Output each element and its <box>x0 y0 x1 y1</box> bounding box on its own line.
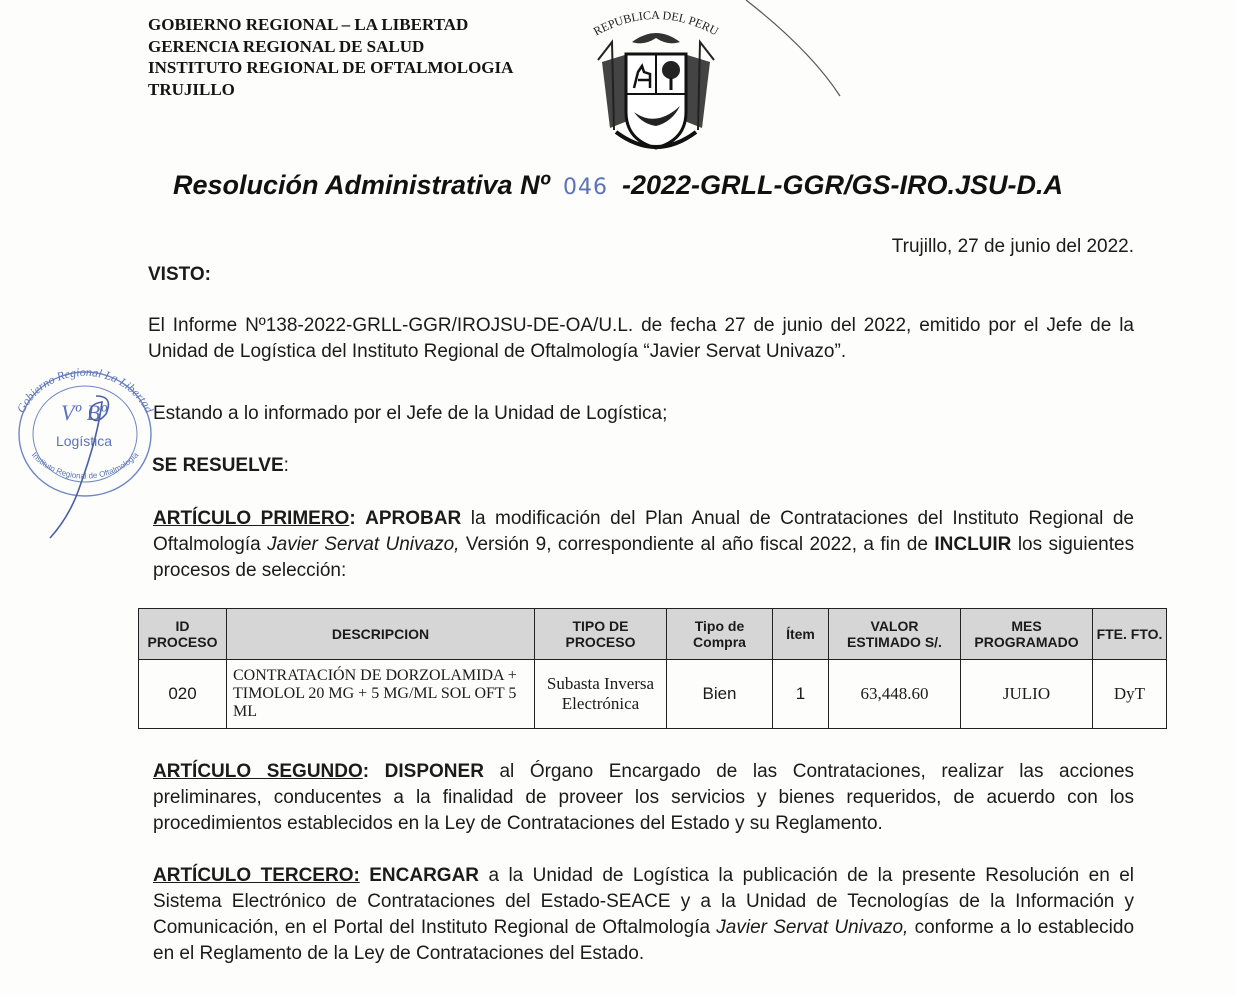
logistica-seal-icon <box>10 356 160 546</box>
articulo-tercero-text1: a la Unidad de Logística la publicación de la presente Resolución en el Sistema Electrónico de Contrataciones del Estado-SEACE y a la Unidad de Tecnologías de la Información y Comunicación, en el Portal del Instituto Regional de Oftalmología <box>153 865 1135 938</box>
header-mes: MES PROGRAMADO <box>961 609 1093 660</box>
articulo-primero-verb: APROBAR <box>365 508 462 529</box>
articulo-segundo <box>153 759 1134 837</box>
letterhead-line: INSTITUTO REGIONAL DE OFTALMOLOGIA <box>148 58 514 77</box>
header-id: ID PROCESO <box>139 609 227 660</box>
cell-fte: DyT <box>1093 660 1167 729</box>
title-suffix: -2022-GRLL-GGR/GS-IRO.JSU-D.A <box>621 170 1063 200</box>
visto-paragraph: El Informe Nº138-2022-GRLL-GGR/IROJSU-DE-OA/U.L. de fecha 27 de junio del 2022, emitido por el Jefe de la Unidad de Logística del Instituto Regional de Oftalmología “Javier Servat Univazo”. <box>148 315 1134 362</box>
cell-tipo-compra: Bien <box>667 660 773 729</box>
articulo-primero-colon: : <box>349 508 356 529</box>
header-fte: FTE. FTO. <box>1093 609 1167 660</box>
se-resuelve-heading <box>152 455 289 477</box>
articulo-primero-name: Javier Servat Univazo, <box>267 534 460 555</box>
document-date: Trujillo, 27 de junio del 2022. <box>891 236 1134 257</box>
svg-text:Vº Bº: Vº Bº <box>60 400 108 425</box>
articulo-tercero-verb: ENCARGAR <box>369 865 480 886</box>
articulo-tercero-text2: conforme a lo establecido en el Reglamento de la Ley de Contrataciones del Estado. <box>153 917 1135 964</box>
letterhead <box>148 14 513 100</box>
resolution-title <box>0 170 1236 201</box>
articulo-tercero <box>153 863 1134 967</box>
cell-item: 1 <box>773 660 829 729</box>
cell-tipo-proceso: Subasta Inversa Electrónica <box>535 660 667 729</box>
coat-of-arms-text: REPUBLICA DEL PERU <box>591 7 721 39</box>
articulo-tercero-label: ARTÍCULO TERCERO: <box>153 865 360 886</box>
resolution-number: 046 <box>562 175 608 200</box>
articulo-segundo-label: ARTÍCULO SEGUNDO <box>153 761 363 782</box>
stamp-edge <box>700 0 850 100</box>
se-resuelve-colon: : <box>283 455 289 476</box>
svg-text:Instituto Regional de Oftalmol: Instituto Regional de Oftalmología <box>29 450 141 481</box>
header-descripcion: DESCRIPCION <box>227 609 535 660</box>
articulo-primero-label: ARTÍCULO PRIMERO <box>153 508 350 529</box>
cell-descripcion: CONTRATACIÓN DE DORZOLAMIDA + TIMOLOL 20 MG + 5 MG/ML SOL OFT 5 ML <box>227 660 535 729</box>
header-valor: VALOR ESTIMADO S/. <box>829 609 961 660</box>
visto-heading: VISTO: <box>148 264 211 285</box>
svg-text:Logística: Logística <box>55 433 113 449</box>
considerando-paragraph: Estando a lo informado por el Jefe de la Unidad de Logística; <box>153 403 668 424</box>
articulo-segundo-text: al Órgano Encargado de las Contrataciones, realizar las acciones preliminares, conducentes a la finalidad de proveer los servicios y bienes requeridos, de acuerdo con los procedimientos establecidos en la Ley de Contrataciones del Estado y su Reglamento. <box>153 761 1135 834</box>
articulo-primero <box>153 506 1134 584</box>
articulo-segundo-verb: DISPONER <box>384 761 484 782</box>
se-resuelve-label: SE RESUELVE <box>152 455 284 476</box>
articulo-primero-text3: los siguientes procesos de selección: <box>153 534 1135 581</box>
letterhead-line: GOBIERNO REGIONAL – LA LIBERTAD <box>148 15 469 34</box>
letterhead-line: GERENCIA REGIONAL DE SALUD <box>148 36 425 56</box>
cell-id: 020 <box>139 660 227 729</box>
svg-text:Gobierno Regional La Libertad: Gobierno Regional La Libertad <box>13 364 157 416</box>
articulo-primero-text1: la modificación del Plan Anual de Contrataciones del Instituto Regional de Oftalmología <box>153 508 1134 555</box>
table-header-row <box>139 609 1167 660</box>
articulo-primero-incluir: INCLUIR <box>934 534 1012 555</box>
procesos-table <box>138 608 1167 729</box>
articulo-primero-text2: Versión 9, correspondiente al año fiscal 2022, a fin de <box>465 534 928 555</box>
cell-valor: 63,448.60 <box>829 660 961 729</box>
header-tipo-compra: Tipo de Compra <box>667 609 773 660</box>
header-tipo-proceso: TIPO DE PROCESO <box>535 609 667 660</box>
letterhead-line: TRUJILLO <box>148 79 235 99</box>
header-item: Ítem <box>773 609 829 660</box>
articulo-tercero-name: Javier Servat Univazo, <box>716 917 909 938</box>
table-row <box>139 660 1167 729</box>
articulo-segundo-colon: : <box>362 761 370 782</box>
title-prefix: Resolución Administrativa Nº <box>173 170 550 200</box>
cell-mes: JULIO <box>961 660 1093 729</box>
